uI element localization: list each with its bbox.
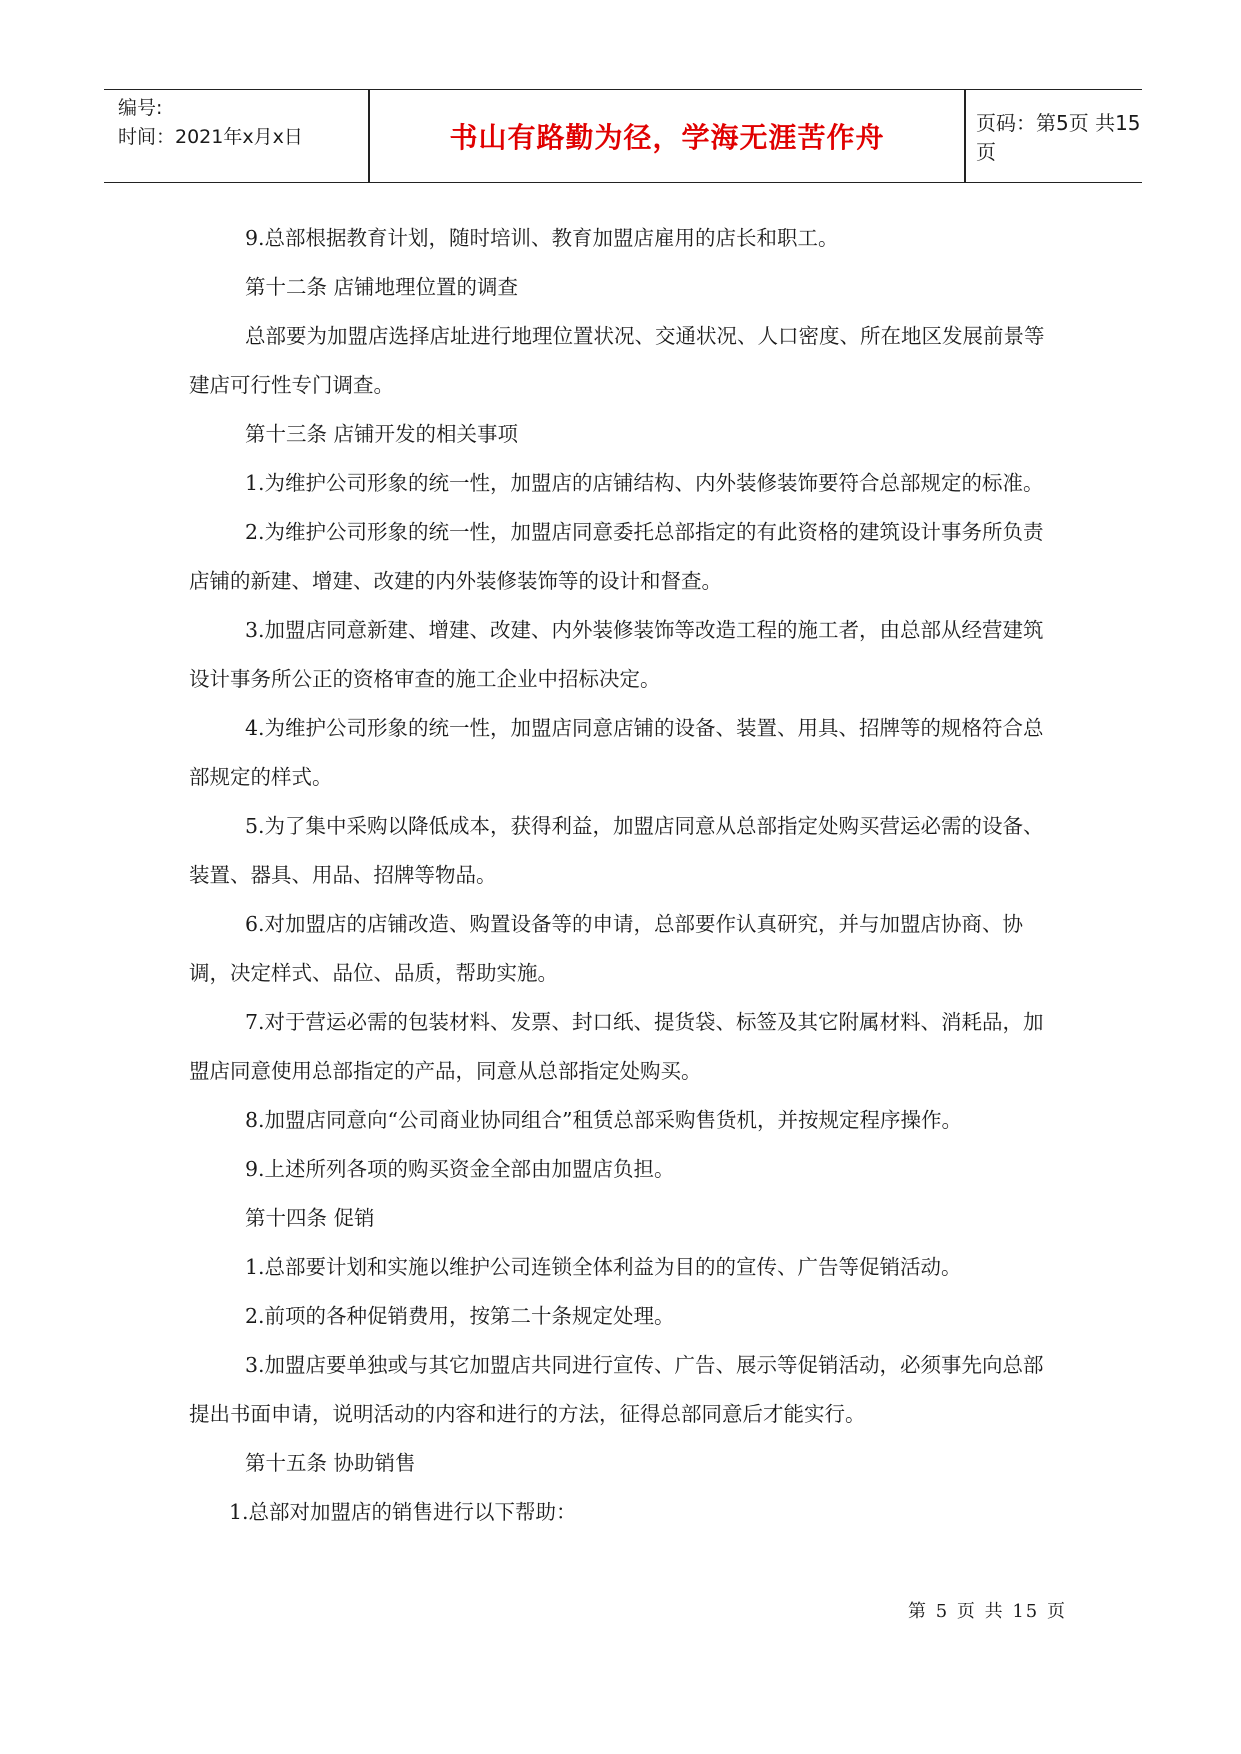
paragraph: 总部要为加盟店选择店址进行地理位置状况、交通状况、人口密度、所在地区发展前景等建店可行性专门调查。 xyxy=(189,324,1045,397)
paragraph: 2.为维护公司形象的统一性，加盟店同意委托总部指定的有此资格的建筑设计事务所负责店铺的新建、增建、改建的内外装修装饰等的设计和督查。 xyxy=(189,520,1044,593)
article-heading: 第十四条 促销 xyxy=(245,1206,375,1230)
document-body xyxy=(189,214,1061,1537)
paragraph: 9.总部根据教育计划，随时培训、教育加盟店雇用的店长和职工。 xyxy=(245,226,839,250)
paragraph: 4.为维护公司形象的统一性，加盟店同意店铺的设备、装置、用具、招牌等的规格符合总部规定的样式。 xyxy=(189,716,1044,789)
paragraph: 6.对加盟店的店铺改造、购置设备等的申请，总部要作认真研究，并与加盟店协商、协调，决定样式、品位、品质，帮助实施。 xyxy=(189,912,1024,985)
paragraph: 1.为维护公司形象的统一性，加盟店的店铺结构、内外装修装饰要符合总部规定的标准。 xyxy=(245,471,1044,495)
paragraph: 1.总部要计划和实施以维护公司连锁全体利益为目的的宣传、广告等促销活动。 xyxy=(245,1255,962,1279)
paragraph: 8.加盟店同意向“公司商业协同组合”租赁总部采购售货机，并按规定程序操作。 xyxy=(245,1108,963,1132)
article-heading: 第十五条 协助销售 xyxy=(245,1451,416,1475)
paragraph: 3.加盟店要单独或与其它加盟店共同进行宣传、广告、展示等促销活动，必须事先向总部提出书面申请，说明活动的内容和进行的方法，征得总部同意后才能实行。 xyxy=(189,1353,1044,1426)
paragraph: 5.为了集中采购以降低成本，获得利益，加盟店同意从总部指定处购买营运必需的设备、装置、器具、用品、招牌等物品。 xyxy=(189,814,1044,887)
page-header xyxy=(104,89,1142,183)
paragraph: 2.前项的各种促销费用，按第二十条规定处理。 xyxy=(245,1304,675,1328)
paragraph: 7.对于营运必需的包装材料、发票、封口纸、提货袋、标签及其它附属材料、消耗品，加盟店同意使用总部指定的产品，同意从总部指定处购买。 xyxy=(189,1010,1044,1083)
header-motto: 书山有路勤为径，学海无涯苦作舟 xyxy=(449,121,885,154)
document-time-label: 时间：2021年x月x日 xyxy=(118,126,303,148)
article-heading: 第十三条 店铺开发的相关事项 xyxy=(245,422,519,446)
article-heading: 第十二条 店铺地理位置的调查 xyxy=(245,275,519,299)
document-number-label: 编号: xyxy=(118,97,163,119)
paragraph: 1.总部对加盟店的销售进行以下帮助： xyxy=(229,1500,577,1524)
header-page-number: 页码：第5页 共15页 xyxy=(976,111,1141,164)
paragraph: 9.上述所列各项的购买资金全部由加盟店负担。 xyxy=(245,1157,675,1181)
paragraph: 3.加盟店同意新建、增建、改建、内外装修装饰等改造工程的施工者，由总部从经营建筑设计事务所公正的资格审查的施工企业中招标决定。 xyxy=(189,618,1044,691)
header-divider-right xyxy=(964,90,966,182)
page-footer: 第 5 页 共 15 页 xyxy=(908,1601,1067,1622)
